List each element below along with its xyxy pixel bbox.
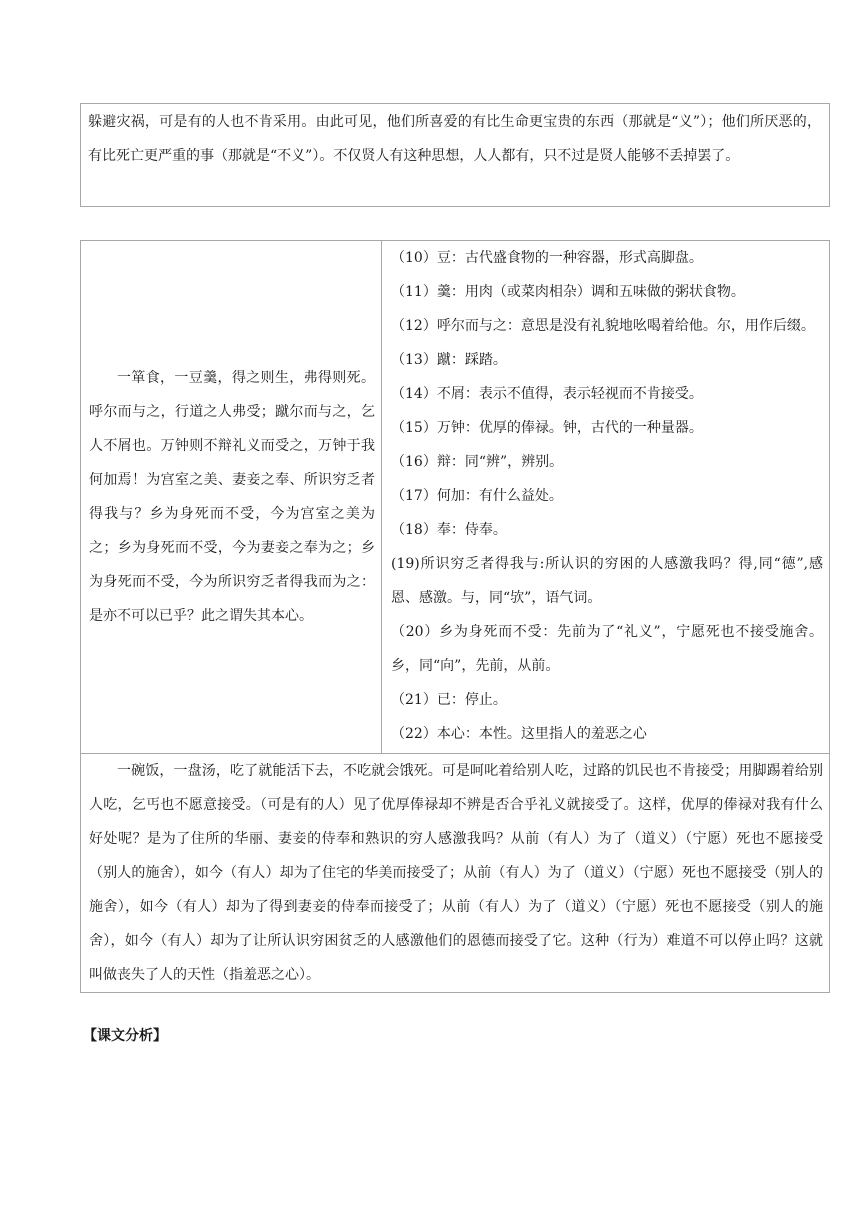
notes-cell [382,241,830,754]
note-item: （13）蹴：踩踏。 [391,352,507,368]
note-item: （14）不屑：表示不值得，表示轻视而不肯接受。 [391,386,703,402]
note-item: (19)所识穷乏者得我与:所认识的穷困的人感激我吗？得,同“德”,感恩、感激。与，同“欤”，语气词。 [391,556,823,606]
note-item: （10）豆：古代盛食物的一种容器，形式高脚盘。 [391,250,703,266]
top-paragraph: 躲避灾祸，可是有的人也不肯采用。由此可见，他们所喜爱的有比生命更宝贵的东西（那就是“义”）；他们所厌恶的，有比死亡更严重的事（那就是“不义”）。不仅贤人有这种思想，人人都有，只不过是贤人能够不丢掉罢了。 [88,114,821,164]
note-item: （20）乡为身死而不受：先前为了“礼义”，宁愿死也不接受施舍。乡，同“向”，先前，从前。 [391,624,823,674]
table-row [81,241,830,754]
note-item: （21）已：停止。 [391,692,507,708]
note-item: （17）何加：有什么益处。 [391,488,563,504]
top-translation-box [80,103,830,207]
note-item: （18）奉：侍奉。 [391,522,507,538]
section-title: 【课文分析】 [83,1028,167,1044]
note-item: （15）万钟：优厚的俸禄。钟，古代的一种量器。 [391,420,703,436]
text-table [80,240,830,993]
table-row [81,754,830,993]
translation-text: 一碗饭，一盘汤，吃了就能活下去，不吃就会饿死。可是呵叱着给别人吃，过路的饥民也不肯接受；用脚踢着给别人吃，乞丐也不愿意接受。（可是有的人）见了优厚俸禄却不辨是否合乎礼义就接受了。这样，优厚的俸禄对我有什么好处呢？是为了住所的华丽、妻妾的侍奉和熟识的穷人感激我吗？从前（有人）为了（道义）（宁愿）死也不愿接受（别人的施舍），如今（有人）却为了住宅的华美而接受了；从前（有人）为了（道义）（宁愿）死也不愿接受（别人的施舍），如今（有人）却为了得到妻妾的侍奉而接受了；从前（有人）为了（道义）（宁愿）死也不愿接受（别人的施舍），如今（有人）却为了让所认识穷困贫乏的人感激他们的恩德而接受了它。这种（行为）难道不可以停止吗？这就叫做丧失了人的天性（指羞恶之心）。 [89,763,823,983]
original-text: 一箪食，一豆羹，得之则生，弗得则死。呼尔而与之，行道之人弗受；蹴尔而与之，乞人不屑也。万钟则不辩礼义而受之，万钟于我何加焉！为宫室之美、妻妾之奉、所识穷乏者得我与？乡为身死而不受，今为宫室之美为之；乡为身死而不受，今为妻妾之奉为之；乡为身死而不受，今为所识穷乏者得我而为之：是亦不可以已乎？此之谓失其本心。 [89,370,375,624]
original-text-cell [81,241,382,754]
note-item: （12）呼尔而与之：意思是没有礼貌地吆喝着给他。尔，用作后缀。 [391,318,815,334]
note-item: （22）本心：本性。这里指人的羞恶之心 [391,726,647,742]
note-item: （16）辩：同“辨”，辨别。 [391,454,564,470]
translation-cell [81,754,830,993]
note-item: （11）羹：用肉（或菜肉相杂）调和五味做的粥状食物。 [391,284,745,300]
